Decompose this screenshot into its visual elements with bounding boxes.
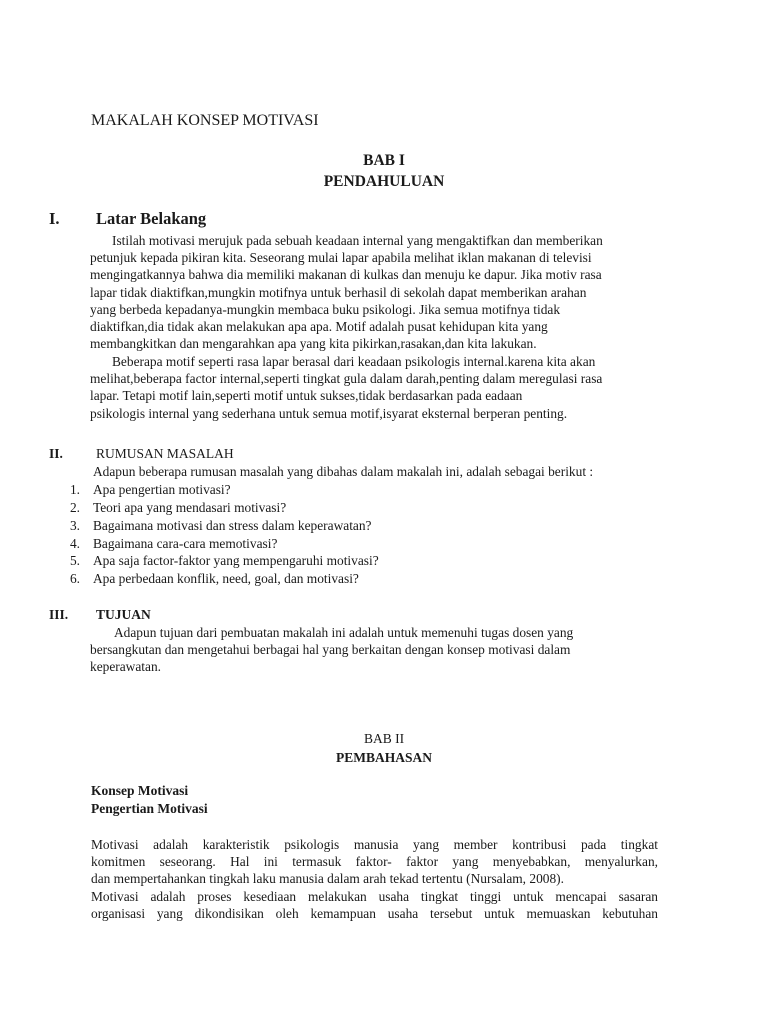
list-item-number: 3.	[69, 518, 80, 533]
document-title: MAKALAH KONSEP MOTIVASI	[91, 112, 319, 129]
text-line: organisasi yang dikondisikan oleh kemampuan usaha tersebut untuk memuaskan kebutuhan	[91, 905, 658, 921]
text-line: Adapun tujuan dari pembuatan makalah ini adalah untuk memenuhi tugas dosen yang	[114, 625, 574, 640]
section2-heading: RUMUSAN MASALAH	[96, 446, 234, 461]
section3-paragraph	[90, 624, 680, 676]
list-item: Teori apa yang mendasari motivasi?	[93, 500, 287, 515]
text-line: Istilah motivasi merujuk pada sebuah keadaan internal yang mengaktifkan dan memberikan	[112, 233, 603, 248]
text-line: keperawatan.	[90, 659, 162, 675]
text-line: Motivasi adalah karakteristik psikologis manusia yang member kontribusi pada tingkat	[91, 837, 658, 852]
bab2-heading: PEMBAHASAN	[335, 750, 432, 765]
text-line: mengingatkannya bahwa dia memiliki makanan di kulkas dan menuju ke dapur. Jika motiv rasa	[90, 267, 602, 283]
section1-numeral: I.	[49, 209, 60, 228]
list-item: Apa pengertian motivasi?	[93, 482, 231, 497]
bab1-heading: PENDAHULUAN	[323, 173, 445, 190]
list-item: Bagaimana motivasi dan stress dalam keperawatan?	[93, 518, 372, 533]
text-line: membangkitkan dan mengarahkan apa yang kita pikirkan,rasakan,dan kita lakukan.	[90, 336, 537, 352]
section2-numeral: II.	[49, 446, 63, 461]
list-item: Apa perbedaan konflik, need, goal, dan motivasi?	[93, 571, 359, 586]
list-item: Bagaimana cara-cara memotivasi?	[93, 536, 278, 551]
bab2-label: BAB II	[363, 731, 405, 746]
section1-paragraph2	[90, 353, 680, 422]
section1-heading: Latar Belakang	[96, 209, 207, 228]
konsep-paragraph	[91, 836, 658, 922]
text-line: melihat,beberapa factor internal,seperti tingkat gula dalam darah,penting dalam meregulasi rasa	[90, 371, 603, 387]
list-item-number: 2.	[69, 500, 80, 515]
pengertian-heading: Pengertian Motivasi	[91, 801, 208, 816]
text-line: lapar. Tetapi motif lain,seperti motif untuk sukses,tidak berdasarkan pada eadaan	[90, 388, 523, 404]
list-item-number: 6.	[69, 571, 80, 586]
section3-numeral: III.	[49, 607, 69, 622]
text-line: Beberapa motif seperti rasa lapar berasal dari keadaan psikologis internal.karena kita akan	[112, 354, 596, 369]
text-line: psikologis internal yang sederhana untuk semua motif,isyarat eksternal berperan penting.	[90, 405, 568, 421]
section1-paragraph1	[90, 232, 680, 352]
text-line: bersangkutan dan mengetahui berbagai hal yang berkaitan dengan konsep motivasi dalam	[90, 642, 571, 658]
list-item-number: 1.	[69, 482, 80, 497]
text-line: yang berbeda kepadanya-mungkin membaca buku psikologi. Jika semua motifnya tidak	[90, 301, 561, 317]
section2-intro: Adapun beberapa rumusan masalah yang dibahas dalam makalah ini, adalah sebagai berikut :	[93, 464, 594, 479]
section3-heading: TUJUAN	[96, 607, 151, 622]
text-line: Motivasi adalah proses kesediaan melakukan usaha tingkat tinggi untuk mencapai sasaran	[91, 888, 658, 904]
konsep-heading: Konsep Motivasi	[91, 783, 189, 798]
text-line: diaktifkan,dia tidak akan melakukan apa apa. Motif adalah pusat kehidupan kita yang	[90, 318, 548, 334]
text-line: lapar tidak diaktifkan,mungkin motifnya untuk berhasil di sekolah dapat memberikan arahan	[90, 284, 587, 300]
list-item-number: 5.	[69, 553, 80, 568]
bab1-label: BAB I	[363, 152, 405, 169]
text-line: komitmen seseorang. Hal ini termasuk faktor- faktor yang menyebabkan, menyalurkan,	[91, 854, 658, 870]
text-line: petunjuk kepada pikiran kita. Seseorang mulai lapar apabila melihat iklan makanan di televisi	[90, 250, 592, 266]
text-line: dan mempertahankan tingkah laku manusia dalam arah tekad tertentu (Nursalam, 2008).	[91, 871, 564, 887]
list-item: Apa saja factor-faktor yang mempengaruhi motivasi?	[93, 553, 379, 568]
list-item-number: 4.	[69, 536, 80, 551]
